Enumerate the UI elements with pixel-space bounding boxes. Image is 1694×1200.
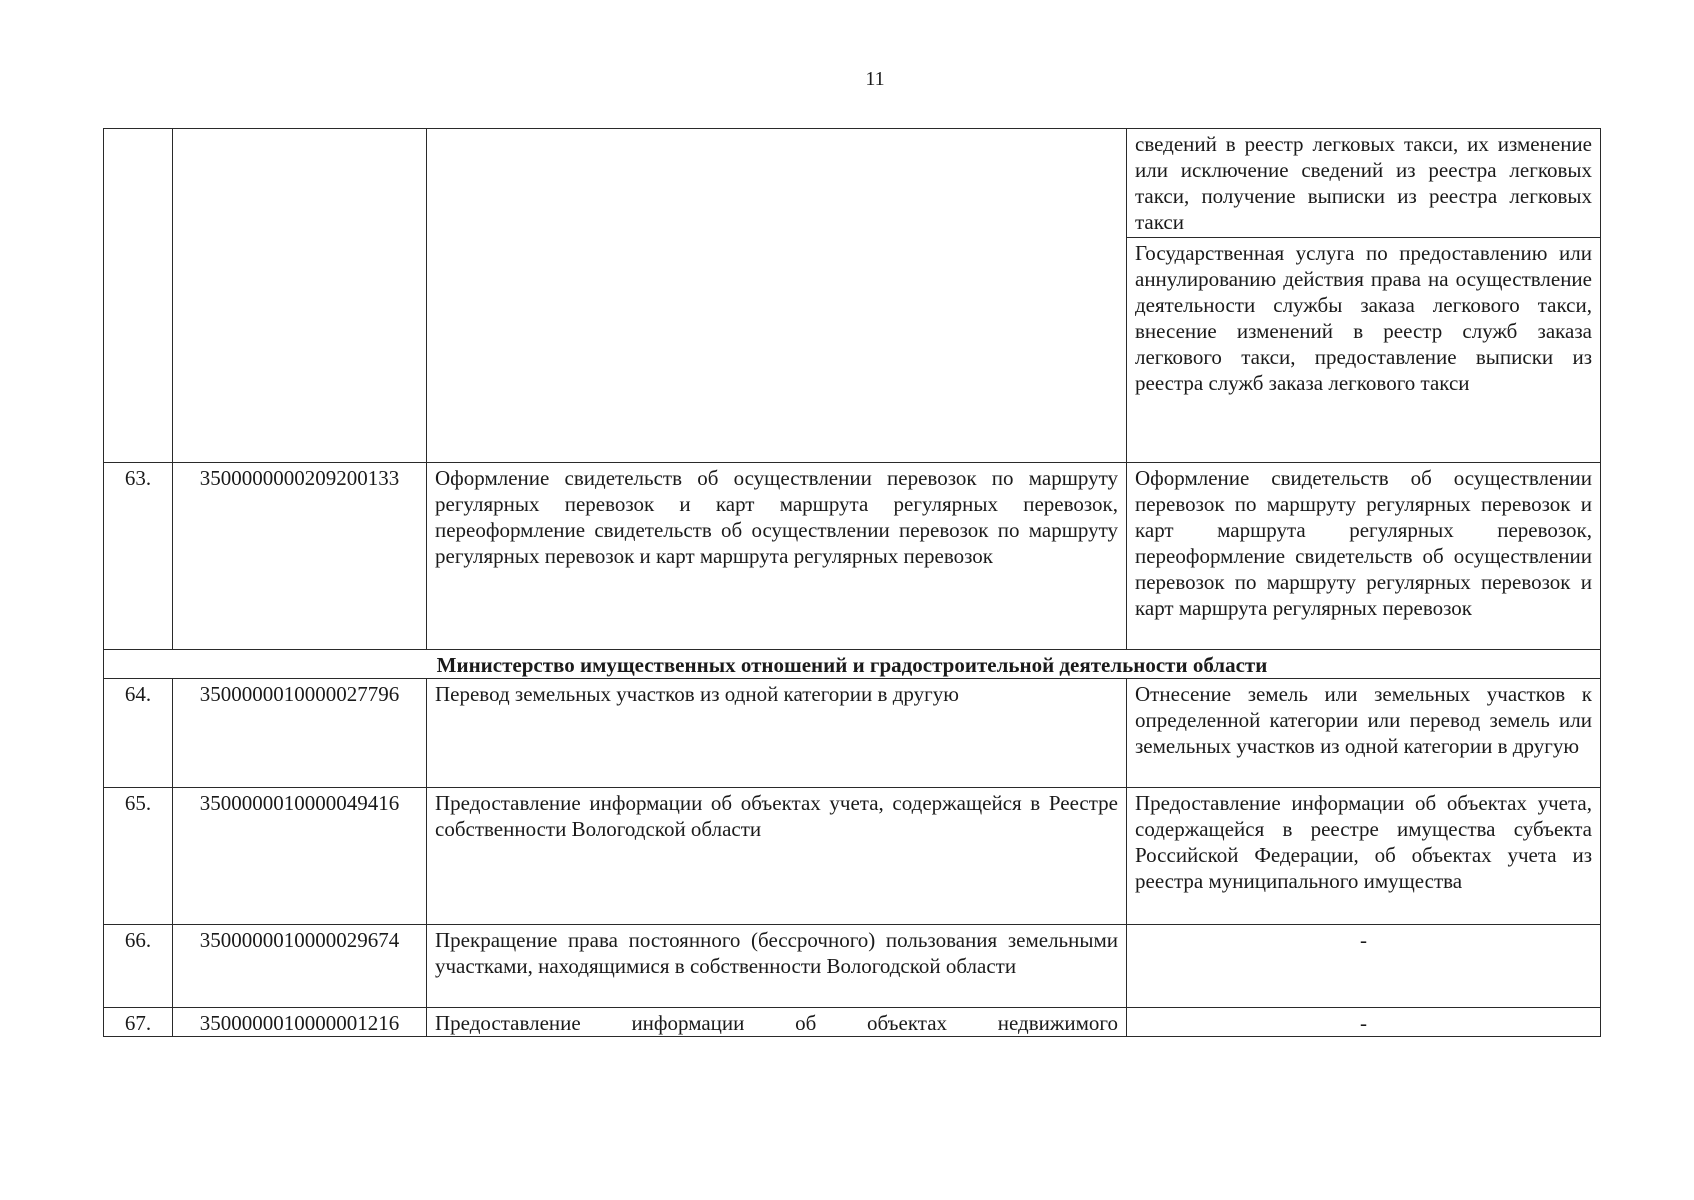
page-number: 11 [865, 68, 885, 90]
table-row-continued-1 [104, 129, 1601, 238]
cell-federal: - [1127, 925, 1601, 1008]
cell-num: 63. [104, 463, 173, 650]
cell-federal: Государственная услуга по предоставлению или аннулированию действия права на осуществление деятельности службы заказа легкового такси, внесение изменений в реестр служб заказа легкового такси, предоставление выписки из реестра служб заказа легкового такси [1127, 238, 1601, 463]
cell-num: 66. [104, 925, 173, 1008]
section-title: Министерство имущественных отношений и градостроительной деятельности области [104, 650, 1601, 679]
cell-regional: Прекращение права постоянного (бессрочного) пользования земельными участками, находящимися в собственности Вологодской области [427, 925, 1127, 1008]
cell-num: 64. [104, 679, 173, 788]
cell-num: 65. [104, 788, 173, 925]
table-row [104, 925, 1601, 1008]
cell-regional: Предоставление информации об объектах недвижимого [427, 1008, 1127, 1037]
cell-federal: сведений в реестр легковых такси, их изменение или исключение сведений из реестра легковых такси, получение выписки из реестра легковых такси [1127, 129, 1601, 238]
cell-federal: Отнесение земель или земельных участков к определенной категории или перевод земель или земельных участков из одной категории в другую [1127, 679, 1601, 788]
table-row [104, 679, 1601, 788]
cell-federal: Предоставление информации об объектах учета, содержащейся в реестре имущества субъекта Российской Федерации, об объектах учета из реестра муниципального имущества [1127, 788, 1601, 925]
cell-regional [427, 129, 1127, 463]
cell-code: 3500000010000001216 [173, 1008, 427, 1037]
cell-regional: Оформление свидетельств об осуществлении перевозок по маршруту регулярных перевозок и карт маршрута регулярных перевозок, переоформление свидетельств об осуществлении перевозок по маршруту регулярных перевозок и карт маршрута регулярных перевозок [427, 463, 1127, 650]
cell-code: 3500000010000027796 [173, 679, 427, 788]
cell-num: 67. [104, 1008, 173, 1037]
cell-regional: Перевод земельных участков из одной категории в другую [427, 679, 1127, 788]
table-row [104, 788, 1601, 925]
cell-federal: Оформление свидетельств об осуществлении перевозок по маршруту регулярных перевозок и карт маршрута регулярных перевозок, переоформление свидетельств об осуществлении перевозок по маршруту регулярных перевозок и карт маршрута регулярных перевозок [1127, 463, 1601, 650]
cell-code: 3500000000209200133 [173, 463, 427, 650]
table-row [104, 463, 1601, 650]
cell-num [104, 129, 173, 463]
table-row [104, 1008, 1601, 1037]
section-row [104, 650, 1601, 679]
cell-code: 3500000010000049416 [173, 788, 427, 925]
cell-federal: - [1127, 1008, 1601, 1037]
services-table [103, 128, 1601, 1037]
cell-code [173, 129, 427, 463]
cell-regional: Предоставление информации об объектах учета, содержащейся в Реестре собственности Вологодской области [427, 788, 1127, 925]
cell-code: 3500000010000029674 [173, 925, 427, 1008]
